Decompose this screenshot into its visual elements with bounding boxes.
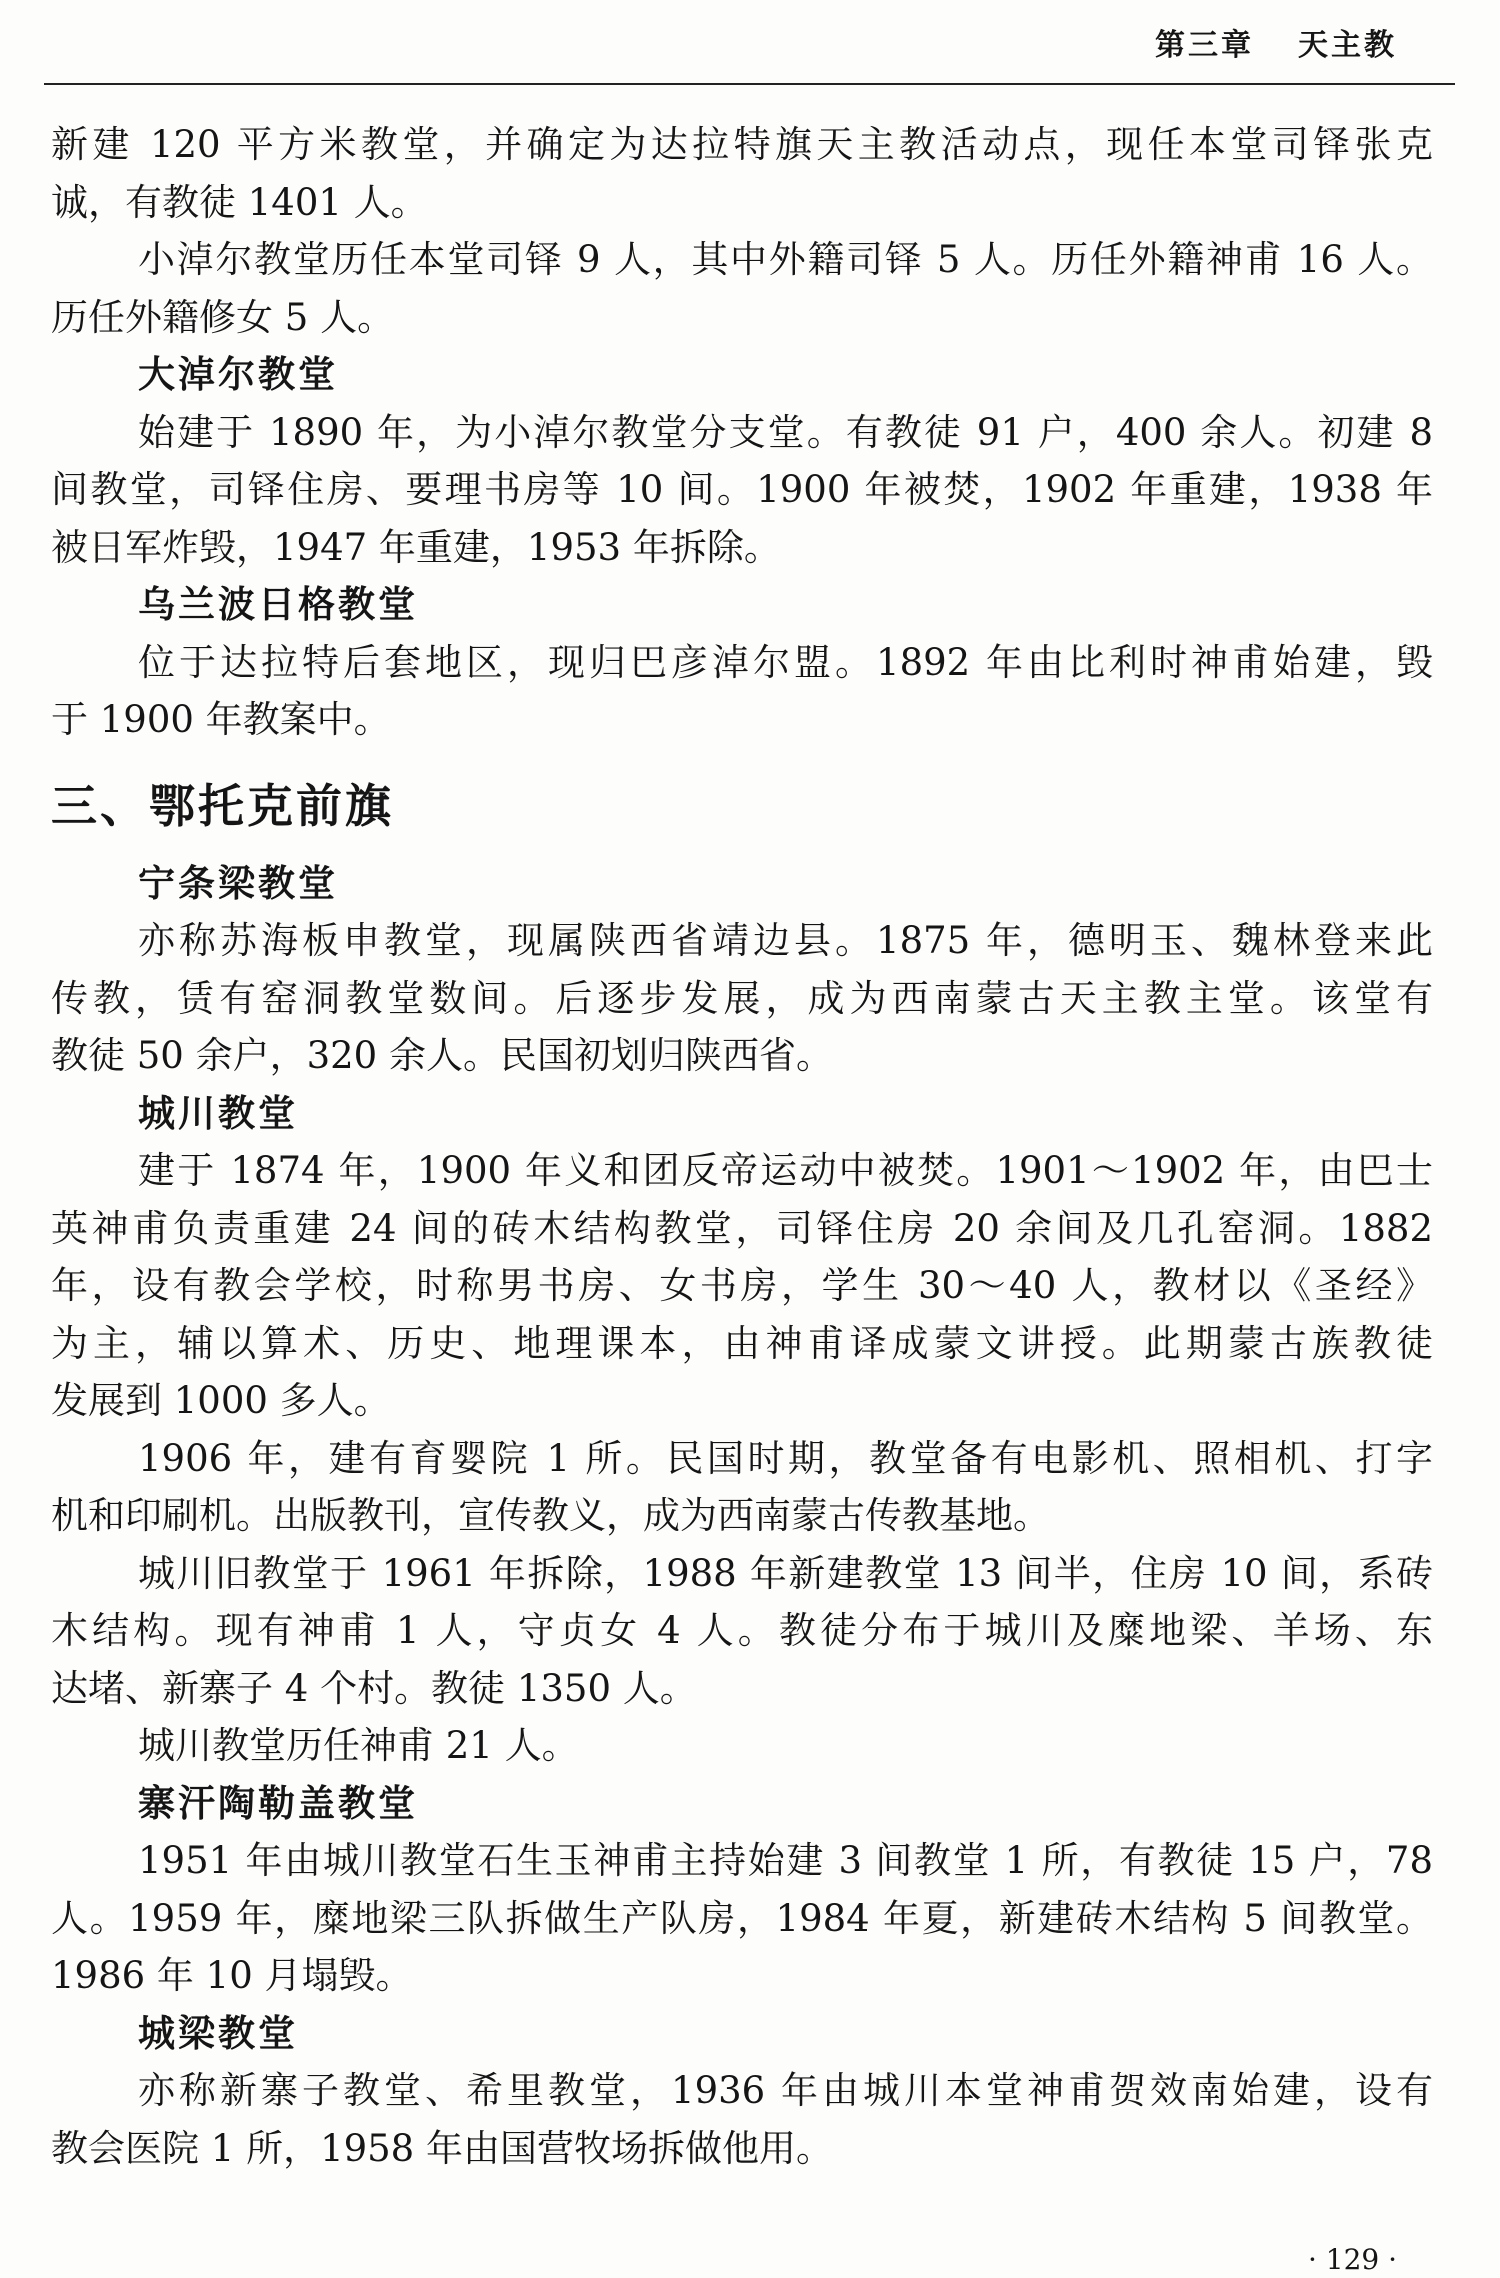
text-line: 始建于 1890 年，为小淖尔教堂分支堂。有教徒 91 户，400 余人。初建 8 — [138, 410, 1433, 454]
text-line: 历任外籍修女 5 人。 — [51, 295, 395, 339]
paragraph — [51, 912, 1433, 1085]
text-line: 建于 1874 年，1900 年义和团反帝运动中被焚。1901～1902 年，由巴士 — [138, 1149, 1433, 1192]
text-line: 年，设有教会学校，时称男书房、女书房，学生 30～40 人，教材以《圣经》 — [51, 1264, 1433, 1307]
chapter-title: 天主教 — [1298, 28, 1397, 63]
church-heading: 寨汗陶勒盖教堂 — [138, 1781, 418, 1825]
chapter-number: 第三章 — [1155, 28, 1254, 63]
text-line: 间教堂，司铎住房、要理书房等 10 间。1900 年被焚，1902 年重建，1938 年 — [51, 468, 1433, 511]
text-line: 城川教堂历任神甫 21 人。 — [138, 1724, 579, 1767]
text-line: 为主，辅以算术、历史、地理课本，由神甫译成蒙文讲授。此期蒙古族教徒 — [51, 1321, 1433, 1365]
paragraph — [51, 1142, 1433, 1430]
text-line: 木结构。现有神甫 1 人，守贞女 4 人。教徒分布于城川及糜地梁、羊场、东 — [51, 1609, 1433, 1652]
text-line: 教徒 50 余户，320 余人。民国初划归陕西省。 — [51, 1034, 833, 1077]
church-entry — [51, 1775, 1433, 2005]
text-line: 机和印刷机。出版教刊，宣传教义，成为西南蒙古传教基地。 — [51, 1494, 1050, 1537]
page-number: · 129 · — [1307, 2243, 1397, 2276]
church-entry — [51, 1085, 1433, 1775]
text-line: 英神甫负责重建 24 间的砖木结构教堂，司铎住房 20 余间及几孔窑洞。1882 — [51, 1206, 1433, 1250]
text-line: 达堵、新寨子 4 个村。教徒 1350 人。 — [51, 1666, 697, 1710]
text-line: 城川旧教堂于 1961 年拆除，1988 年新建教堂 13 间半，住房 10 间，系砖 — [138, 1551, 1433, 1595]
text-line: 发展到 1000 多人。 — [51, 1379, 391, 1422]
paragraph — [51, 116, 1433, 231]
text-line: 位于达拉特后套地区，现归巴彦淖尔盟。1892 年由比利时神甫始建，毁 — [138, 640, 1433, 684]
text-line: 被日军炸毁，1947 年重建，1953 年拆除。 — [51, 525, 781, 569]
text-line: 小淖尔教堂历任本堂司铎 9 人，其中外籍司铎 5 人。历任外籍神甫 16 人。 — [138, 238, 1433, 281]
church-heading: 乌兰波日格教堂 — [138, 583, 418, 626]
church-entry — [51, 855, 1433, 1085]
paragraph — [51, 634, 1433, 749]
paragraph — [51, 1545, 1433, 1718]
text-line: 诚，有教徒 1401 人。 — [51, 180, 428, 224]
church-entry — [51, 346, 1433, 576]
text-line: 传教，赁有窑洞教堂数间。后逐步发展，成为西南蒙古天主教主堂。该堂有 — [51, 976, 1433, 1020]
text-line: 于 1900 年教案中。 — [51, 698, 391, 741]
church-entry — [51, 576, 1433, 749]
text-line: 1951 年由城川教堂石生玉神甫主持始建 3 间教堂 1 所，有教徒 15 户，78 — [138, 1839, 1433, 1882]
page-header — [1155, 26, 1397, 66]
text-line: 亦称新寨子教堂、希里教堂，1936 年由城川本堂神甫贺效南始建，设有 — [138, 2069, 1433, 2112]
text-line: 1906 年，建有育婴院 1 所。民国时期，教堂备有电影机、照相机、打字 — [138, 1436, 1433, 1480]
church-heading: 城川教堂 — [138, 1091, 298, 1135]
text-line: 人。1959 年，糜地梁三队拆做生产队房，1984 年夏，新建砖木结构 5 间教堂。 — [51, 1896, 1433, 1940]
header-rule — [44, 83, 1455, 85]
church-heading: 大淖尔教堂 — [138, 353, 338, 396]
text-line: 教会医院 1 所，1958 年由国营牧场拆做他用。 — [51, 2126, 833, 2170]
section-heading: 三、鄂托克前旗 — [51, 778, 394, 833]
body-text — [51, 116, 1433, 2177]
paragraph — [51, 1430, 1433, 1545]
text-line: 1986 年 10 月塌毁。 — [51, 1954, 413, 1997]
church-heading: 城梁教堂 — [138, 2011, 298, 2055]
text-line: 亦称苏海板申教堂，现属陕西省靖边县。1875 年，德明玉、魏林登来此 — [138, 919, 1433, 962]
paragraph — [51, 404, 1433, 577]
paragraph — [51, 1832, 1433, 2005]
paragraph — [51, 231, 1433, 346]
paragraph — [51, 1717, 1433, 1775]
church-heading: 宁条梁教堂 — [138, 861, 338, 905]
church-entry — [51, 2005, 1433, 2178]
paragraph — [51, 2062, 1433, 2177]
text-line: 新建 120 平方米教堂，并确定为达拉特旗天主教活动点，现任本堂司铎张克 — [51, 123, 1433, 166]
